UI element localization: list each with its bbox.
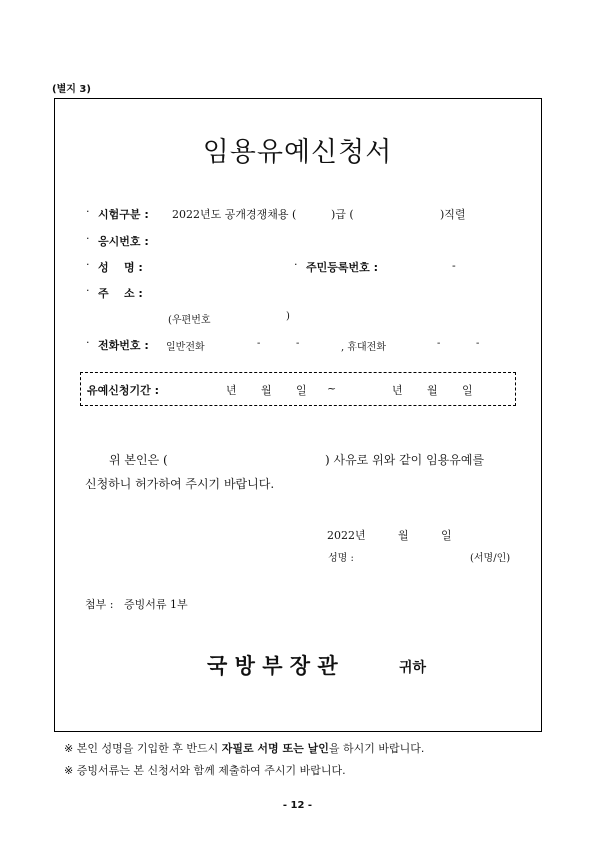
- exam-category-label: 시험구분 :: [98, 208, 149, 221]
- annex-label: (별지 3): [52, 84, 91, 95]
- recipient-title: 국 방 부 장 관: [207, 654, 338, 678]
- deferral-period-label: 유예신청기간 :: [87, 384, 159, 397]
- mobile-dash: -: [437, 338, 441, 349]
- period-start-year: 년: [226, 384, 237, 397]
- phone-label: 전화번호 :: [98, 339, 149, 352]
- name-label: 성 명 :: [98, 261, 143, 274]
- bullet: ·: [86, 284, 90, 297]
- signature-day: 일: [441, 529, 452, 542]
- signature-year: 2022년: [327, 529, 366, 542]
- note-signature: [64, 740, 424, 756]
- landline-dash: -: [296, 338, 300, 349]
- recipient-suffix: 귀하: [399, 660, 427, 676]
- mobile-label: , 휴대전화: [341, 342, 386, 353]
- bullet: ·: [86, 232, 90, 245]
- bullet: ·: [86, 205, 90, 218]
- form-title: 임용유예신청서: [202, 137, 393, 168]
- signature-name-label: 성명 :: [328, 553, 354, 564]
- bullet: ·: [294, 258, 298, 271]
- mobile-dash: -: [476, 338, 480, 349]
- note-text: ※ 본인 성명을 기입한 후 반드시: [64, 742, 222, 755]
- attachment-note: 첨부 : 증빙서류 1부: [85, 598, 188, 611]
- statement-line1-start: 위 본인은 (: [109, 453, 168, 467]
- bullet: ·: [86, 336, 90, 349]
- note-emphasis: 자필로 서명 또는 날인: [221, 742, 329, 755]
- rrn-dash: -: [452, 259, 456, 272]
- page-number: - 12 -: [282, 800, 313, 811]
- period-end-month: 월: [427, 384, 438, 397]
- exam-number-label: 응시번호 :: [98, 235, 149, 248]
- exam-category-position: )직렬: [440, 208, 466, 221]
- period-start-day: 일: [296, 384, 307, 397]
- exam-category-value: 2022년도 공개경쟁채용 (: [172, 208, 297, 221]
- exam-category-grade: )급 (: [331, 208, 354, 221]
- statement-line1-end: ) 사유로 위와 같이 임용유예를: [325, 453, 485, 467]
- postcode-label: (우편번호: [168, 315, 211, 326]
- period-tilde: ~: [327, 382, 337, 395]
- postcode-close: ): [286, 311, 290, 322]
- address-label: 주 소 :: [98, 287, 143, 300]
- landline-label: 일반전화: [166, 342, 205, 353]
- bullet: ·: [86, 258, 90, 271]
- signature-month: 월: [398, 529, 409, 542]
- signature-mark-label: (서명/인): [470, 553, 511, 564]
- note-text: ※ 증빙서류는 본 신청서와 함께 제출하여 주시기 바랍니다.: [64, 764, 346, 777]
- note-text: 을 하시기 바랍니다.: [328, 742, 425, 755]
- landline-dash: -: [257, 338, 261, 349]
- form-frame: [54, 98, 542, 732]
- note-attachment: [64, 762, 346, 778]
- statement-line2: 신청하니 허가하여 주시기 바랍니다.: [85, 477, 275, 491]
- period-start-month: 월: [261, 384, 272, 397]
- rrn-label: 주민등록번호 :: [306, 261, 378, 274]
- period-end-year: 년: [392, 384, 403, 397]
- period-end-day: 일: [462, 384, 473, 397]
